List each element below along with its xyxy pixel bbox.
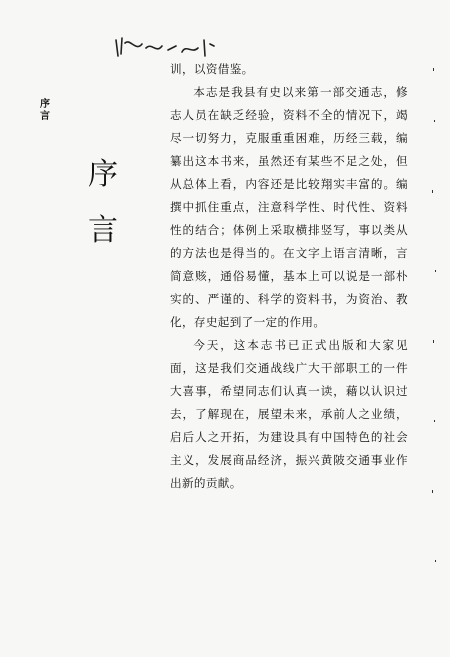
side-label-char: 言: [40, 111, 50, 122]
scan-edge-marks: [428, 60, 440, 620]
page-title: [86, 147, 120, 259]
title-char: 言: [88, 213, 118, 248]
paragraph-continuation: 训，以资借鉴。: [170, 62, 254, 76]
side-label-char: 序: [40, 99, 50, 110]
paragraph: 今天，这本志书已正式出版和大家见面，这是我们交通战线广大干部职工的一件大喜事，希望同志们认真一读，藉以认识过去，了解现在，展望未来，承前人之业绩，启后人之开拓，为建设具有中国特色的社会主义，发展商品经济，振兴黄陂交通事业作出新的贡献。: [170, 338, 408, 490]
title-char: 序: [88, 157, 118, 192]
paragraph: 本志是我县有史以来第一部交通志，修志人员在缺乏经验，资料不全的情况下，竭尽一切努力，克服重重困难，历经三载，编纂出这本书来，虽然还有某些不足之处，但从总体上看，内容还是比较翔实丰富的。编撰中抓住重点，注意科学性、时代性、资料性的结合；体例上采取横排竖写，事以类从的方法也是得当的。在文字上语言清晰，言简意赅，通俗易懂，基本上可以说是一部朴实的、严谨的、科学的资料书，为资治、教化，存史起到了一定的作用。: [170, 85, 408, 329]
preface-body: [170, 58, 408, 495]
running-header-label: [38, 99, 52, 123]
handwritten-scribble: [112, 34, 222, 60]
